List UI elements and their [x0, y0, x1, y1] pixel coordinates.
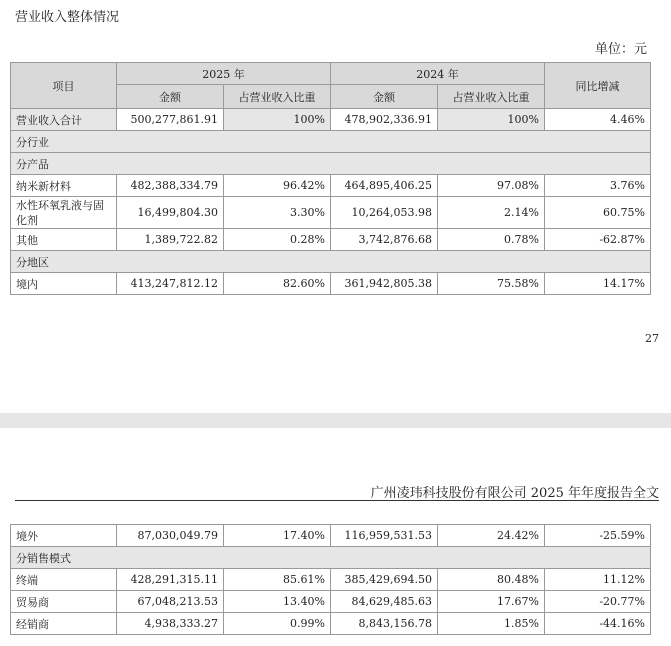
row-label: 水性环氧乳液与固化剂: [11, 197, 117, 229]
share-2024: 97.08%: [438, 175, 545, 197]
amount-2024: 464,895,406.25: [331, 175, 438, 197]
page-break-band: [0, 413, 671, 428]
row-label: 终端: [11, 569, 117, 591]
header-rule: [15, 500, 659, 501]
header-item: 项目: [11, 63, 117, 109]
row-label: 纳米新材料: [11, 175, 117, 197]
header-amount-2025: 金额: [117, 85, 224, 109]
share-2025: 0.28%: [224, 229, 331, 251]
unit-label: 单位：元: [594, 42, 647, 57]
table-row-total: [11, 109, 651, 131]
amount-2025: 4,938,333.27: [117, 613, 224, 635]
amount-2025: 413,247,812.12: [117, 273, 224, 295]
header-share-2024: 占营业收入比重: [438, 85, 545, 109]
yoy-change: 14.17%: [545, 273, 651, 295]
page-number: 27: [645, 332, 659, 345]
share-2024: 100%: [438, 109, 545, 131]
yoy-change: 4.46%: [545, 109, 651, 131]
share-2024: 2.14%: [438, 197, 545, 229]
table-row: [11, 229, 651, 251]
share-2024: 0.78%: [438, 229, 545, 251]
share-2025: 96.42%: [224, 175, 331, 197]
header-amount-2024: 金额: [331, 85, 438, 109]
yoy-change: -44.16%: [545, 613, 651, 635]
section-label: 分行业: [11, 131, 651, 153]
table-row: [11, 175, 651, 197]
amount-2025: 87,030,049.79: [117, 525, 224, 547]
section-row-region: [11, 251, 651, 273]
table-row: [11, 273, 651, 295]
amount-2025: 482,388,334.79: [117, 175, 224, 197]
row-label: 贸易商: [11, 591, 117, 613]
section-label: 分销售模式: [11, 547, 651, 569]
yoy-change: 60.75%: [545, 197, 651, 229]
share-2025: 17.40%: [224, 525, 331, 547]
amount-2024: 361,942,805.38: [331, 273, 438, 295]
row-label: 营业收入合计: [11, 109, 117, 131]
share-2024: 75.58%: [438, 273, 545, 295]
yoy-change: 3.76%: [545, 175, 651, 197]
share-2025: 13.40%: [224, 591, 331, 613]
table-row: [11, 569, 651, 591]
share-2025: 85.61%: [224, 569, 331, 591]
page-title: 营业收入整体情况: [15, 10, 120, 25]
amount-2024: 10,264,053.98: [331, 197, 438, 229]
section-row-product: [11, 153, 651, 175]
row-label: 经销商: [11, 613, 117, 635]
share-2025: 0.99%: [224, 613, 331, 635]
section-label: 分产品: [11, 153, 651, 175]
row-label: 其他: [11, 229, 117, 251]
table-row: [11, 525, 651, 547]
row-label: 境内: [11, 273, 117, 295]
yoy-change: -25.59%: [545, 525, 651, 547]
amount-2024: 116,959,531.53: [331, 525, 438, 547]
running-header: 广州凌玮科技股份有限公司 2025 年年度报告全文: [370, 486, 659, 501]
table-row: [11, 613, 651, 635]
section-label: 分地区: [11, 251, 651, 273]
amount-2024: 3,742,876.68: [331, 229, 438, 251]
amount-2024: 8,843,156.78: [331, 613, 438, 635]
header-2024: 2024 年: [331, 63, 545, 85]
share-2024: 17.67%: [438, 591, 545, 613]
amount-2024: 478,902,336.91: [331, 109, 438, 131]
header-share-2025: 占营业收入比重: [224, 85, 331, 109]
share-2025: 100%: [224, 109, 331, 131]
share-2024: 80.48%: [438, 569, 545, 591]
amount-2025: 500,277,861.91: [117, 109, 224, 131]
amount-2024: 385,429,694.50: [331, 569, 438, 591]
section-row-industry: [11, 131, 651, 153]
amount-2025: 67,048,213.53: [117, 591, 224, 613]
table-row: [11, 591, 651, 613]
header-yoy: 同比增减: [545, 63, 651, 109]
share-2025: 3.30%: [224, 197, 331, 229]
amount-2025: 1,389,722.82: [117, 229, 224, 251]
header-2025: 2025 年: [117, 63, 331, 85]
share-2024: 1.85%: [438, 613, 545, 635]
amount-2024: 84,629,485.63: [331, 591, 438, 613]
yoy-change: -20.77%: [545, 591, 651, 613]
share-2024: 24.42%: [438, 525, 545, 547]
revenue-table-part-1: [10, 62, 651, 295]
amount-2025: 428,291,315.11: [117, 569, 224, 591]
revenue-table-part-2: [10, 524, 651, 635]
section-row-sales-mode: [11, 547, 651, 569]
row-label: 境外: [11, 525, 117, 547]
table-row: [11, 197, 651, 229]
amount-2025: 16,499,804.30: [117, 197, 224, 229]
yoy-change: 11.12%: [545, 569, 651, 591]
yoy-change: -62.87%: [545, 229, 651, 251]
share-2025: 82.60%: [224, 273, 331, 295]
